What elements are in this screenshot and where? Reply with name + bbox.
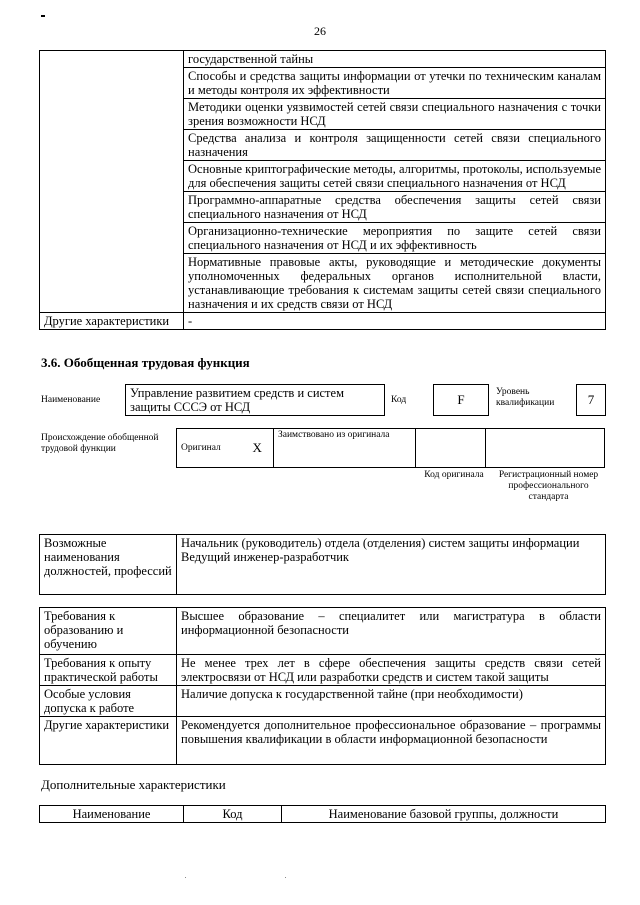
name-label: Наименование (41, 395, 101, 405)
table-row (40, 313, 606, 330)
knowledge-table (39, 50, 606, 330)
code-original-caption: Код оригинала (424, 470, 484, 480)
scan-dot (285, 877, 286, 878)
requirements-table (39, 607, 606, 765)
col-name-header: Наименование (40, 806, 184, 823)
origin-label: Происхождение обобщенной трудовой функции (41, 433, 159, 454)
requirement-label: Требования к опыту практической работы (40, 655, 177, 686)
corner-mark (41, 15, 45, 17)
table-row (40, 51, 606, 68)
positions-table (39, 534, 606, 595)
reg-number-cell (486, 429, 605, 468)
additional-table (39, 805, 606, 823)
function-name: Управление развитием средств и систем защиты СССЭ от НСД (125, 384, 385, 416)
position-item: Начальник (руководитель) отдела (отделения) систем защиты информации (181, 536, 580, 550)
qualification-level: 7 (576, 384, 606, 416)
page-number: 26 (314, 24, 326, 38)
requirement-value: Не менее трех лет в сфере обеспечения защиты средств связи сетей электросвязи от НСД или разработки средств и систем такой защиты (177, 655, 606, 686)
requirement-value: Высшее образование – специалитет или магистратура в области информационной безопасности (177, 608, 606, 655)
borrowed-label: Заимствовано из оригинала (274, 429, 416, 468)
code-label: Код (391, 395, 407, 405)
table-row (40, 655, 606, 686)
table-cell: Средства анализа и контроля защищенности сетей связи специального назначения (184, 130, 606, 161)
scan-dot (185, 877, 186, 878)
position-item: Ведущий инженер-разработчик (181, 550, 349, 564)
original-code-cell (416, 429, 486, 468)
requirement-value: Рекомендуется дополнительное профессиональное образование – программы повышения квалификации в области информационной безопасности (177, 717, 606, 765)
function-code: F (433, 384, 489, 416)
positions-label: Возможные наименования должностей, профессий (40, 535, 177, 595)
other-characteristics-label: Другие характеристики (40, 313, 184, 330)
requirement-label: Другие характеристики (40, 717, 177, 765)
table-row (40, 686, 606, 717)
reg-number-caption: Регистрационный номер профессионального стандарта (498, 470, 599, 502)
col-code-header: Код (184, 806, 282, 823)
table-cell: Программно-аппаратные средства обеспечения защиты сетей связи специального назначения от НСД (184, 192, 606, 223)
table-cell: Способы и средства защиты информации от утечки по техническим каналам и методы контроля их эффективности (184, 68, 606, 99)
table-row (40, 717, 606, 765)
table-cell: Нормативные правовые акты, руководящие и методические документы уполномоченных федеральных органов исполнительной власти, устанавливающие требования к системам защиты сетей связи специального назначения и их средств связи от НСД (184, 254, 606, 313)
requirement-label: Требования к образованию и обучению (40, 608, 177, 655)
origin-table (176, 428, 605, 468)
other-characteristics-value: - (184, 313, 606, 330)
level-label: Уровень квалификации (496, 387, 555, 408)
original-mark: X (242, 429, 274, 468)
table-cell: Организационно-технические мероприятия по защите сетей связи специального назначения от НСД и их эффективность (184, 223, 606, 254)
original-label: Оригинал (177, 429, 242, 468)
table-cell: государственной тайны (184, 51, 606, 68)
section-title: 3.6. Обобщенная трудовая функция (41, 355, 250, 370)
requirement-value: Наличие допуска к государственной тайне (при необходимости) (177, 686, 606, 717)
table-cell: Методики оценки уязвимостей сетей связи специального назначения с точки зрения возможности НСД (184, 99, 606, 130)
col-group-header: Наименование базовой группы, должности (282, 806, 606, 823)
requirement-label: Особые условия допуска к работе (40, 686, 177, 717)
table-row (40, 608, 606, 655)
additional-title: Дополнительные характеристики (41, 777, 226, 792)
table-cell: Основные криптографические методы, алгоритмы, протоколы, используемые для обеспечения защиты сетей связи специального назначения от НСД (184, 161, 606, 192)
